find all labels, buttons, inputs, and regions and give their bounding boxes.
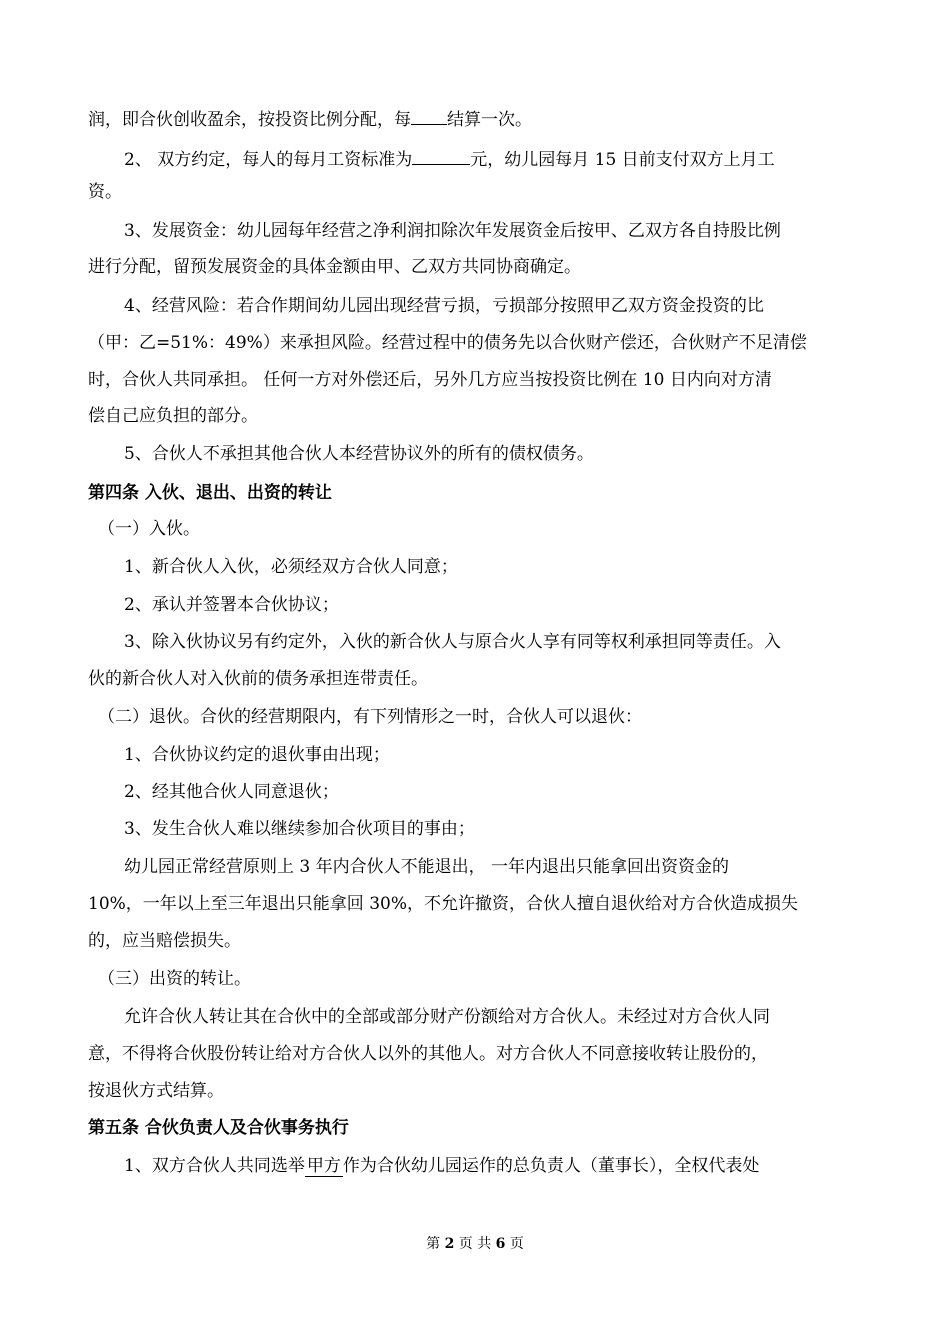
- filled-blank: 甲方: [306, 1156, 341, 1176]
- subsection-heading: （一）入伙。: [98, 519, 200, 539]
- text-line: 1、双方合伙人共同选举 甲方 作为合伙幼儿园运作的总负责人（董事长），全权代表处: [124, 1156, 760, 1176]
- text-line: 4、经营风险：若合作期间幼儿园出现经营亏损，亏损部分按照甲乙双方资金投资的比: [124, 296, 764, 316]
- blank-field: [411, 106, 447, 125]
- subsection-heading: （二）退伙。合伙的经营期限内，有下列情形之一时，合伙人可以退伙：: [98, 707, 642, 727]
- total-pages-number: 6: [495, 1236, 506, 1252]
- text-line: 偿自己应负担的部分。: [88, 406, 258, 426]
- text-line: 3、除入伙协议另有约定外，入伙的新合伙人与原合火人享有同等权利承担同等责任。入: [124, 632, 781, 652]
- text-line: 允许合伙人转让其在合伙中的全部或部分财产份额给对方合伙人。未经过对方合伙人同: [124, 1007, 770, 1027]
- text-line: 1、新合伙人入伙，必须经双方合伙人同意；: [124, 557, 458, 577]
- text-line: （甲：乙=51%：49%）来承担风险。经营过程中的债务先以合伙财产偿还，合伙财产不足清偿: [88, 333, 807, 353]
- text-line: 进行分配，留预发展资金的具体金额由甲、乙双方共同协商确定。: [88, 257, 581, 277]
- section-heading: 第五条 合伙负责人及合伙事务执行: [88, 1118, 349, 1138]
- text-line: 2、经其他合伙人同意退伙；: [124, 782, 339, 802]
- text-line: 幼儿园正常经营原则上 3 年内合伙人不能退出， 一年内退出只能拿回出资资金的: [124, 857, 730, 877]
- text-line: 意，不得将合伙股份转让给对方合伙人以外的其他人。对方合伙人不同意接收转让股份的，: [88, 1044, 768, 1064]
- text-line: 资。: [88, 182, 122, 202]
- text-line: 伙的新合伙人对入伙前的债务承担连带责任。: [88, 669, 428, 689]
- text-line: 5、合伙人不承担其他合伙人本经营协议外的所有的债权债务。: [124, 444, 594, 464]
- blank-field: [412, 146, 470, 165]
- section-heading: 第四条 入伙、退出、出资的转让: [88, 483, 332, 503]
- text-line: 按退伙方式结算。: [88, 1081, 224, 1101]
- text-line: 2、 双方约定，每人的每月工资标准为 元，幼儿园每月 15 日前支付双方上月工: [124, 146, 862, 171]
- text-line: 1、合伙协议约定的退伙事由出现；: [124, 745, 390, 765]
- text-line: 时，合伙人共同承担。 任何一方对外偿还后，另外几方应当按投资比例在 10 日内向对方清: [88, 370, 772, 390]
- text-line: 10%，一年以上至三年退出只能拿回 30%，不允许撤资，合伙人擅自退伙给对方合伙造成损失: [88, 894, 798, 914]
- page-footer: 第 2 页 共 6 页: [426, 1236, 524, 1252]
- current-page-number: 2: [444, 1236, 455, 1252]
- text-line: 3、发展资金：幼儿园每年经营之净利润扣除次年发展资金后按甲、乙双方各自持股比例: [124, 221, 781, 241]
- text-line: 润，即合伙创收盈余，按投资比例分配，每 结算一次。: [88, 106, 862, 131]
- text-line: 3、发生合伙人难以继续参加合伙项目的事由；: [124, 819, 475, 839]
- subsection-heading: （三）出资的转让。: [98, 969, 251, 989]
- text-line: 2、承认并签署本合伙协议；: [124, 595, 339, 615]
- text-line: 的，应当赔偿损失。: [88, 931, 241, 951]
